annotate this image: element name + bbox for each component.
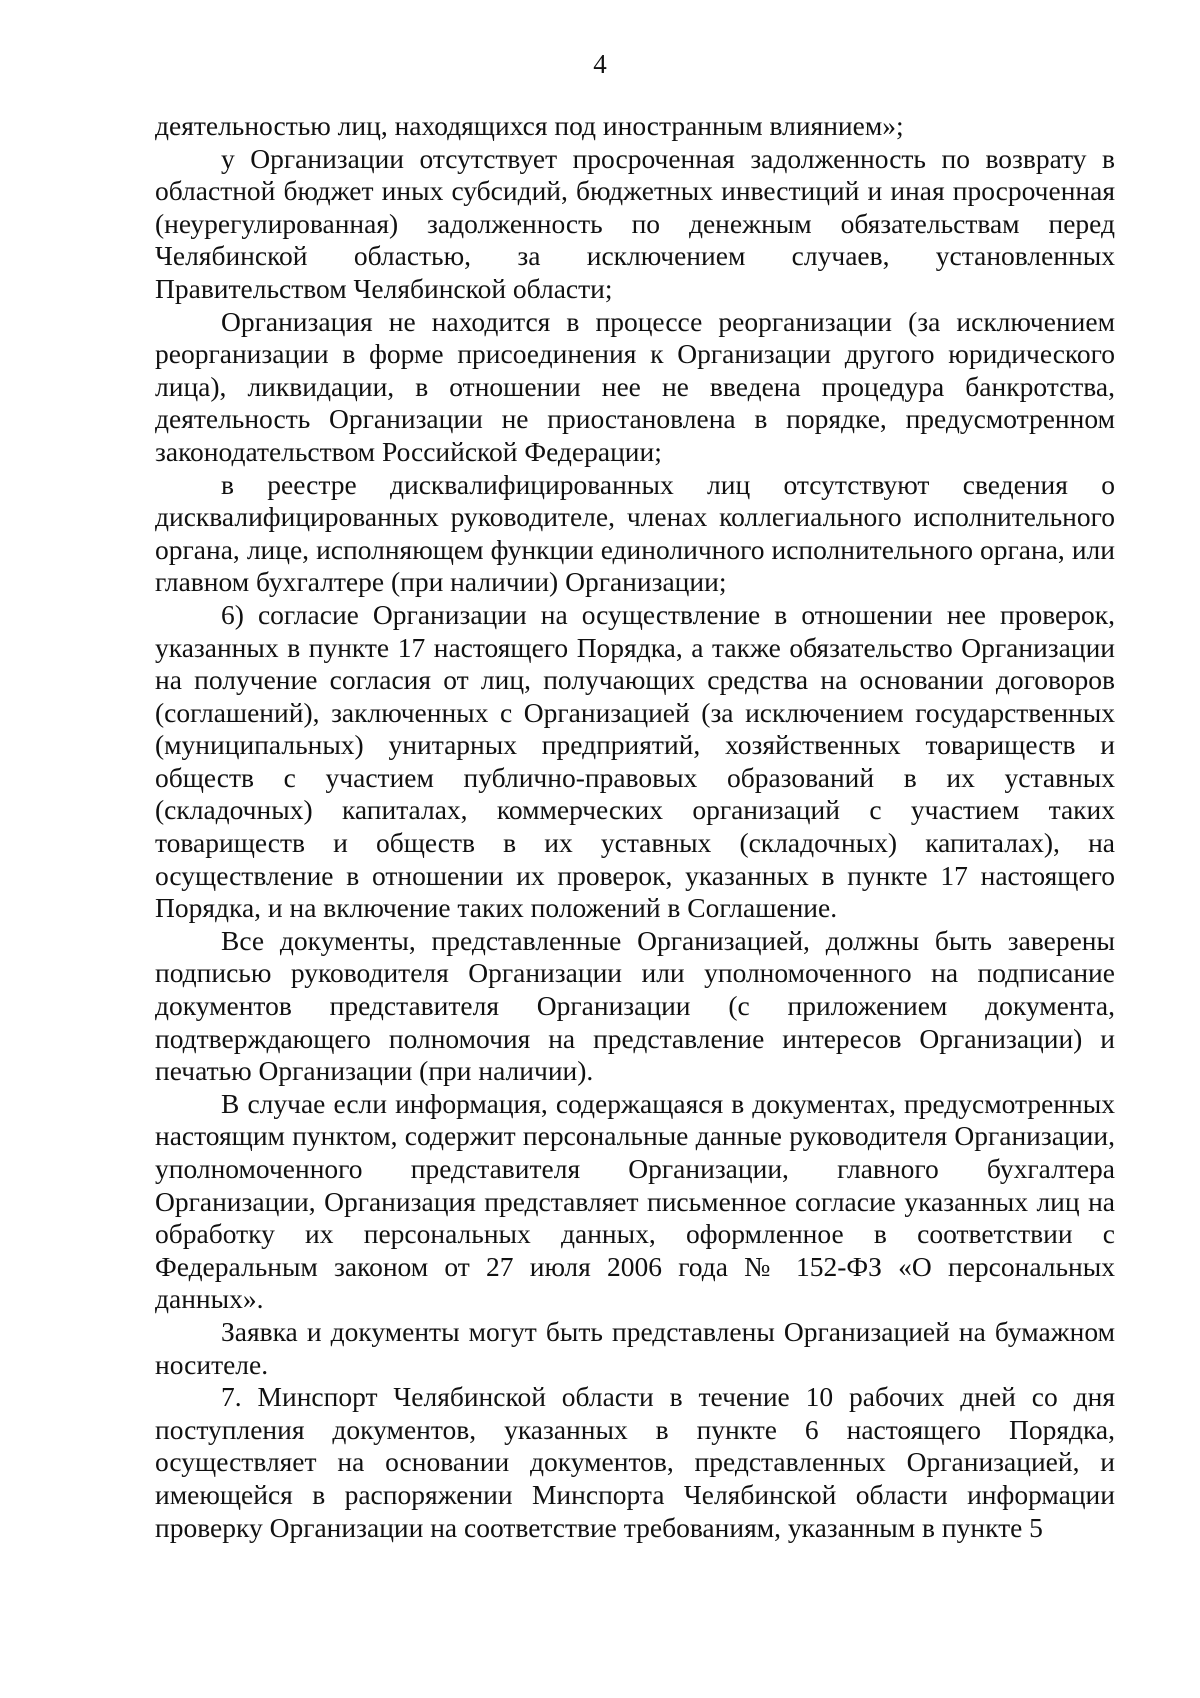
paragraph-no-reorganization: Организация не находится в процессе реорганизации (за исключением реорганизации в форме присоединения к Организации другого юридического лица), ликвидации, в отношении нее не введена процедура банкротства, деятельность Организации не приостановлена в порядке, предусмотренном законодательством Российской Федерации;: [155, 305, 1115, 467]
paragraph-documents-certified: Все документы, представленные Организацией, должны быть заверены подписью руководителя Организации или уполномоченного на подписание документов представителя Организации (с приложением документа, подтверждающего полномочия на представление интересов Организации) и печатью Организации (при наличии).: [155, 924, 1115, 1087]
paragraph-personal-data: В случае если информация, содержащаяся в документах, предусмотренных настоящим пунктом, содержит персональные данные руководителя Организации, уполномоченного представителя Организации, главного бухгалтера Организации, Организация представляет письменное согласие указанных лиц на обработку их персональных данных, оформленное в соответствии с Федеральным законом от 27 июля 2006 года № 152-ФЗ «О персональных данных».: [155, 1087, 1115, 1315]
paragraph-item-6-consent: 6) согласие Организации на осуществление в отношении нее проверок, указанных в пункте 17 настоящего Порядка, а также обязательство Организации на получение согласия от лиц, получающих средства на основании договоров (соглашений), заключенных с Организацией (за исключением государственных (муниципальных) унитарных предприятий, хозяйственных товариществ и обществ с участием публично-правовых образований в их уставных (складочных) капиталах, коммерческих организаций с участием таких товариществ и обществ в их уставных (складочных) капиталах), на осуществление в отношении их проверок, указанных в пункте 17 настоящего Порядка, и на включение таких положений в Соглашение.: [155, 598, 1115, 924]
paragraph-no-overdue-debt: у Организации отсутствует просроченная задолженность по возврату в областной бюджет иных субсидий, бюджетных инвестиций и иная просроченная (неурегулированная) задолженность по денежным обязательствам перед Челябинской областью, за исключением случаев, установленных Правительством Челябинской области;: [155, 142, 1115, 304]
paragraph-disqualified-registry: в реестре дисквалифицированных лиц отсутствуют сведения о дисквалифицированных руководителе, членах коллегиального исполнительного органа, лице, исполняющем функции единоличного исполнительного органа, или главном бухгалтере (при наличии) Организации;: [155, 468, 1115, 598]
document-body: [155, 110, 1115, 1544]
paragraph-paper-submission: Заявка и документы могут быть представлены Организацией на бумажном носителе.: [155, 1315, 1115, 1380]
page-number: 4: [593, 49, 607, 79]
paragraph-item-7-verification: 7. Минспорт Челябинской области в течение 10 рабочих дней со дня поступления документов, указанных в пункте 6 настоящего Порядка, осуществляет на основании документов, представленных Организацией, и имеющейся в распоряжении Минспорта Челябинской области информации проверку Организации на соответствие требованиям, указанным в пункте 5: [155, 1381, 1115, 1543]
paragraph-continuation: деятельностью лиц, находящихся под иностранным влиянием»;: [155, 110, 904, 141]
